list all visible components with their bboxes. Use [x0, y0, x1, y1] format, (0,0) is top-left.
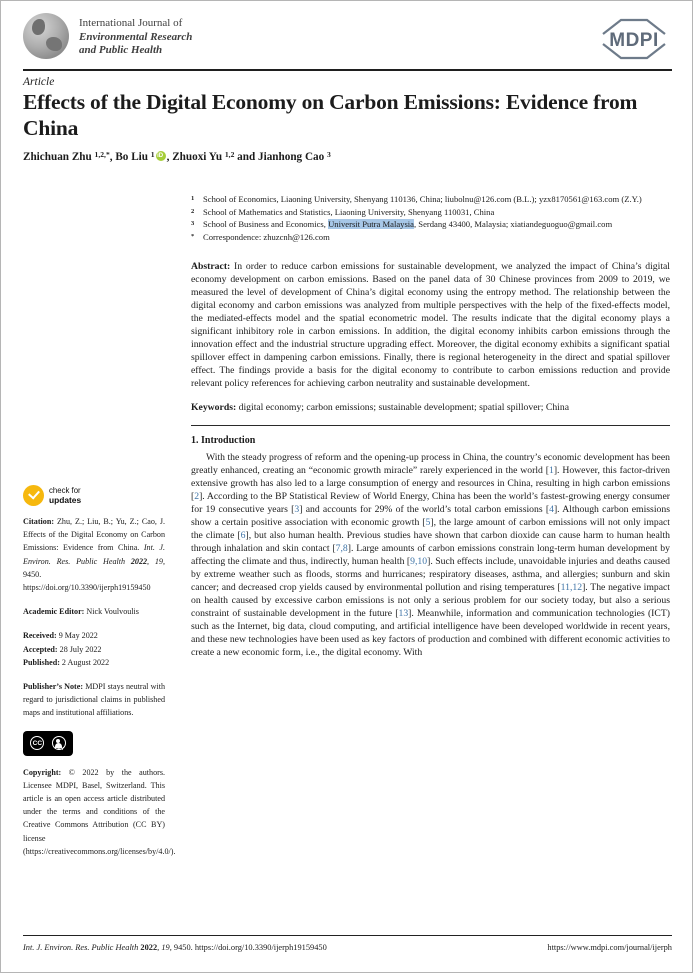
journal-name: [79, 17, 192, 58]
updates-label: updates: [49, 494, 82, 505]
citation-ref-link[interactable]: 7,8: [335, 543, 348, 555]
citation-ref-link[interactable]: 5: [425, 517, 431, 529]
check-for-label: check for: [49, 486, 81, 495]
affiliation-marker: 2: [191, 207, 195, 215]
mdpi-logo-text: MDPI: [609, 30, 659, 51]
published-line: Published: 2 August 2022: [23, 657, 110, 667]
citation-ref-link[interactable]: 2: [194, 491, 200, 503]
affiliation-3: [191, 219, 670, 231]
orcid-icon[interactable]: [156, 151, 166, 161]
affiliation-text: School of Economics, Liaoning University, Shenyang 110136, China; liubolnu@126.com (B.L.); yzx8170561@163.com (Z.Y.): [203, 194, 642, 204]
margin-sidebar: [23, 485, 176, 869]
citation-ref-link[interactable]: 13: [398, 608, 409, 620]
check-icon: [23, 485, 44, 506]
affiliation-marker: 3: [191, 220, 195, 228]
header-rule: [23, 69, 672, 71]
abstract-paragraph: Abstract: In order to reduce carbon emissions for sustainable development, we analyzed the impact of China’s digital economy development on carbon emissions. Based on the panel data of 30 Chinese provinces from 2009 to 2019, we measured the level of development of China’s digital economy using the entropy method. The relationship between the digital economy and carbon emissions was analyzed from multiple perspectives with the help of the fixed-effects model, the mediated-effects model and the spatial econometric model. The results indicate that the digital economy plays a significant inhibitory role in carbon emissions. In addition, the digital economy inhibits carbon emissions through the innovation effect and the industrial structure upgrading effect. Moreover, the digital economy exhibits a significant spatial spillover effect in dampening carbon emissions. Finally, there is regional heterogeneity in the direct and spatial spillover effect. The findings provide a basis for the digital economy to contribute to carbon emissions reduction and provide relevant policy references for achieving carbon neutrality and sustainable development.: [191, 261, 670, 390]
check-for-updates-button[interactable]: [23, 485, 165, 506]
publisher-note-block: Publisher’s Note: MDPI stays neutral with regard to jurisdictional claims in published maps and institutional affiliations.: [23, 682, 165, 718]
affiliation-text: School of Mathematics and Statistics, Liaoning University, Shenyang 110031, China: [203, 206, 495, 217]
citation-ref-link[interactable]: 3: [294, 504, 300, 516]
citation-ref-link[interactable]: 6: [240, 530, 246, 542]
journal-name-line2: Environmental Research: [79, 30, 193, 43]
footer-citation: Int. J. Environ. Res. Public Health 2022, 19, 9450. https://doi.org/10.3390/ijerph19159450: [23, 943, 327, 952]
section-heading-introduction: 1. Introduction: [191, 435, 256, 447]
correspondence-marker: *: [191, 232, 195, 240]
affiliation-marker: 1: [191, 195, 195, 202]
academic-editor-line: Academic Editor: Nick Voulvoulis: [23, 607, 139, 617]
citation-ref-link[interactable]: 4: [549, 504, 554, 516]
authors-line: Zhichuan Zhu $^{1,2,*}$, Bo Liu $^1$ iD , Zhuoxi Yu $^{1,2}$ and Jianhong Cao $^3$: [23, 150, 663, 163]
cc-icon: CC: [30, 736, 44, 750]
journal-logo-globe-icon: [23, 13, 69, 59]
keywords-line: Keywords: digital economy; carbon emissions; sustainable development; spatial spillover; China: [191, 402, 570, 414]
citation-ref-link[interactable]: 11,12: [560, 582, 583, 594]
mdpi-logo: [596, 16, 672, 62]
affiliation-text: School of Business and Economics, Universit Putra Malaysia, Serdang 43400, Malaysia; xiatiandeguoguo@gmail.com: [203, 219, 613, 230]
text-selection-highlight: Universit Putra Malaysia: [328, 219, 414, 230]
paper-title: Effects of the Digital Economy on Carbon Emissions: Evidence from China: [23, 90, 638, 140]
correspondence-text: Correspondence: zhuzcnh@126.com: [203, 231, 330, 242]
article-type-label: Article: [23, 76, 55, 88]
citation-ref-link[interactable]: 1: [548, 465, 554, 477]
affiliations-block: [191, 194, 670, 243]
affiliation-1: [191, 194, 670, 206]
journal-name-line1: International Journal of: [79, 17, 183, 29]
citation-ref-link[interactable]: 9,10: [410, 556, 428, 568]
cc-by-label: BY: [57, 747, 64, 753]
cc-by-license-badge[interactable]: [23, 731, 73, 756]
citation-block: Citation: Zhu, Z.; Liu, B.; Yu, Z.; Cao, J. Effects of the Digital Economy on Carbon Emissions: Evidence from China. Int. J. Environ. Res. Public Health 2022, 19, 9450. https://doi.org/10.3390/ijerph19159450: [23, 517, 166, 593]
correspondence-line: [191, 232, 670, 244]
check-for-updates-label: [49, 487, 81, 504]
received-line: Received: 9 May 2022: [23, 631, 98, 641]
introduction-paragraph: With the steady progress of reform and the opening-up process in China, the country’s economic development has been greatly enhanced, creating an “economic growth miracle” rarely experienced in the world [1]. However, this factor-driven extensive growth has also led to a large consumption of energy and resources in China, resulting in high carbon emissions [2]. According to the BP Statistical Review of World Energy, China has been the world’s fastest-growing energy consumer for 19 consecutive years [3] and accounts for 29% of the world’s total carbon emissions [4]. Although carbon emissions show a certain positive association with economic growth [5], the large amount of carbon emissions will not only impact the climate [6], but also human health. Previous studies have shown that carbon dioxide can cause harm to human health through inhalation and skin contact [7,8]. Large amounts of carbon emissions constrain long-term human development by affecting the climate and thus, indirectly, human health [9,10]. Such effects include, unavoidable injuries and deaths caused by extreme weather such as floods, storms and hurricanes; respiratory diseases, asthma, and allergies; sunburn and skin cancer; and decreased crop yields caused by environmental pollution and rising temperatures [11,12]. The negative impact on health caused by excessive carbon emissions is not only a serious problem for our society today, but also a serious constraint of sustainable development in the future [13]. Meanwhile, information and communication technologies (ICT) such as the Internet, big data, cloud computing, and artificial intelligence have been developed worldwide in recent years, and these new technologies have been used as key factors of production and combined with different economic activities to create a new economic form, i.e., the digital economy. With: [191, 452, 670, 659]
accepted-line: Accepted: 28 July 2022: [23, 644, 102, 654]
dates-block: [23, 629, 165, 669]
main-column: [191, 194, 670, 659]
journal-name-line3: and Public Health: [79, 44, 163, 56]
page-footer: [23, 935, 672, 952]
copyright-block: Copyright: © 2022 by the authors. Licensee MDPI, Basel, Switzerland. This article is an open access article distributed under the terms and conditions of the Creative Commons Attribution (CC BY) license (https://creativecommons.org/licenses/by/4.0/).: [23, 767, 176, 856]
keywords-divider-rule: [191, 425, 670, 426]
footer-journal-url[interactable]: https://www.mdpi.com/journal/ijerph: [547, 943, 672, 952]
affiliation-2: [191, 207, 670, 219]
